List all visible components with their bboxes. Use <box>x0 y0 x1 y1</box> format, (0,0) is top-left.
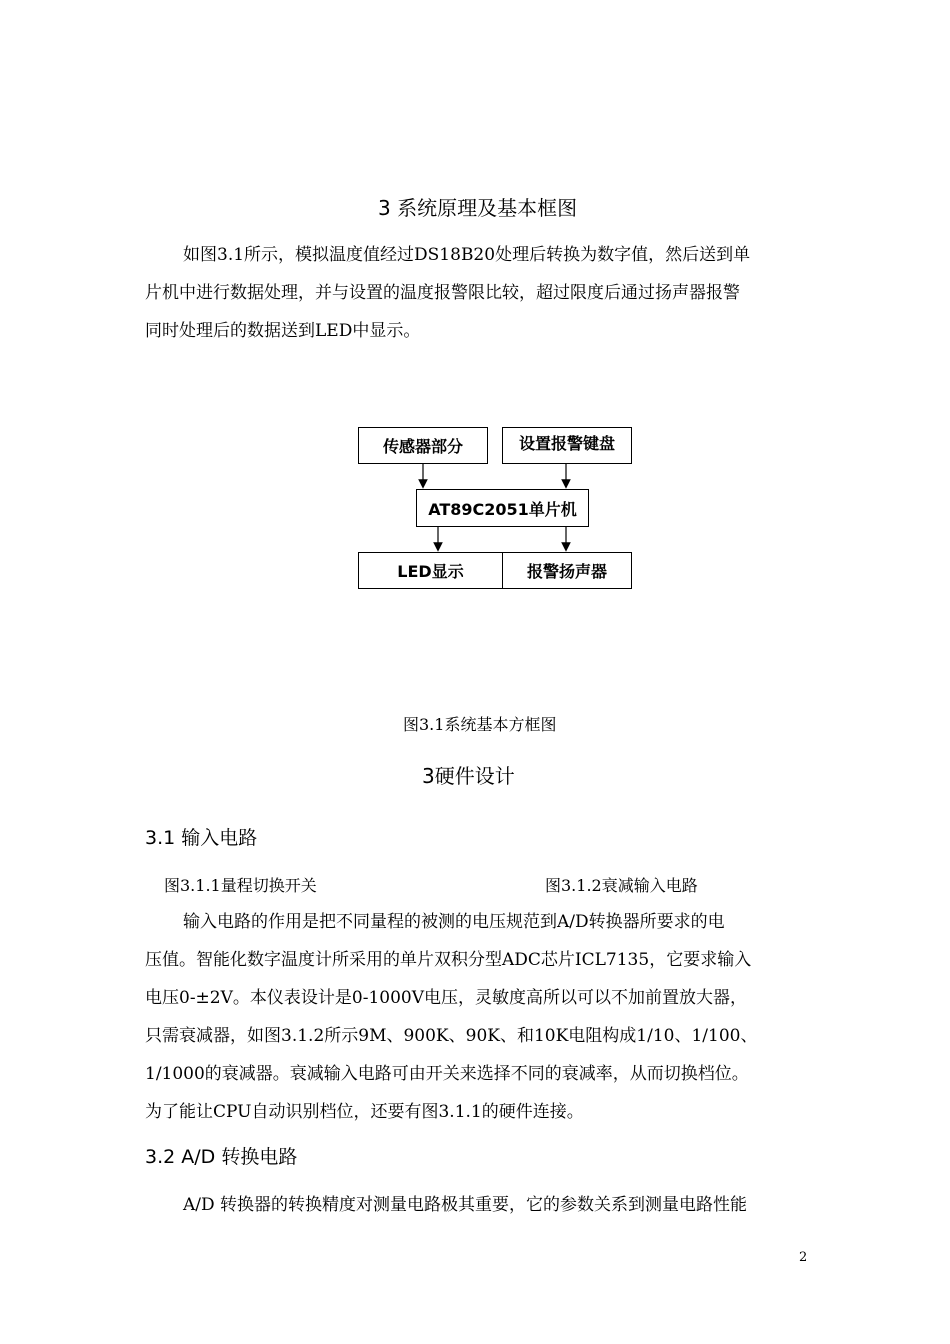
input-line-6: 为了能让CPU自动识别档位，还要有图3.1.1的硬件连接。 <box>145 1102 584 1122</box>
page-number: 2 <box>799 1250 808 1265</box>
mcu-box: AT89C2051单片机 <box>416 489 589 527</box>
intro-line-1: 如图3.1所示，模拟温度值经过DS18B20处理后转换为数字值，然后送到单 <box>183 245 751 265</box>
hardware-title: 3硬件设计 <box>422 764 515 788</box>
figure-3-1-2-caption: 图3.1.2衰减输入电路 <box>545 876 698 895</box>
input-line-2: 压值。智能化数字温度计所采用的单片双积分型ADC芯片ICL7135，它要求输入 <box>145 950 752 970</box>
figure-caption: 图3.1系统基本方框图 <box>403 715 557 734</box>
subsection-3-1-title: 3.1 输入电路 <box>145 827 258 849</box>
figure-3-1-1-caption: 图3.1.1量程切换开关 <box>164 876 317 895</box>
keyboard-box <box>502 427 632 464</box>
led-box: LED显示 <box>358 552 503 589</box>
section-title: 3 系统原理及基本框图 <box>378 196 578 220</box>
speaker-box: 报警扬声器 <box>502 552 632 589</box>
input-line-1: 输入电路的作用是把不同量程的被测的电压规范到A/D转换器所要求的电 <box>183 912 725 932</box>
input-line-4: 只需衰减器，如图3.1.2所示9M、900K、90K、和10K电阻构成1/10、1/100、 <box>145 1026 758 1046</box>
input-line-3: 电压0-±2V。本仪表设计是0-1000V电压，灵敏度高所以可以不加前置放大器， <box>145 988 747 1008</box>
keyboard-box-label: 设置报警键盘 <box>518 434 615 453</box>
intro-line-3: 同时处理后的数据送到LED中显示。 <box>145 321 421 341</box>
ad-line-1: A/D 转换器的转换精度对测量电路极其重要，它的参数关系到测量电路性能 <box>183 1195 748 1215</box>
sensor-box: 传感器部分 <box>358 427 488 464</box>
input-line-5: 1/1000的衰减器。衰减输入电路可由开关来选择不同的衰减率，从而切换档位。 <box>145 1064 749 1084</box>
intro-line-2: 片机中进行数据处理，并与设置的温度报警限比较，超过限度后通过扬声器报警 <box>145 283 740 303</box>
subsection-3-2-title: 3.2 A/D 转换电路 <box>145 1146 298 1168</box>
